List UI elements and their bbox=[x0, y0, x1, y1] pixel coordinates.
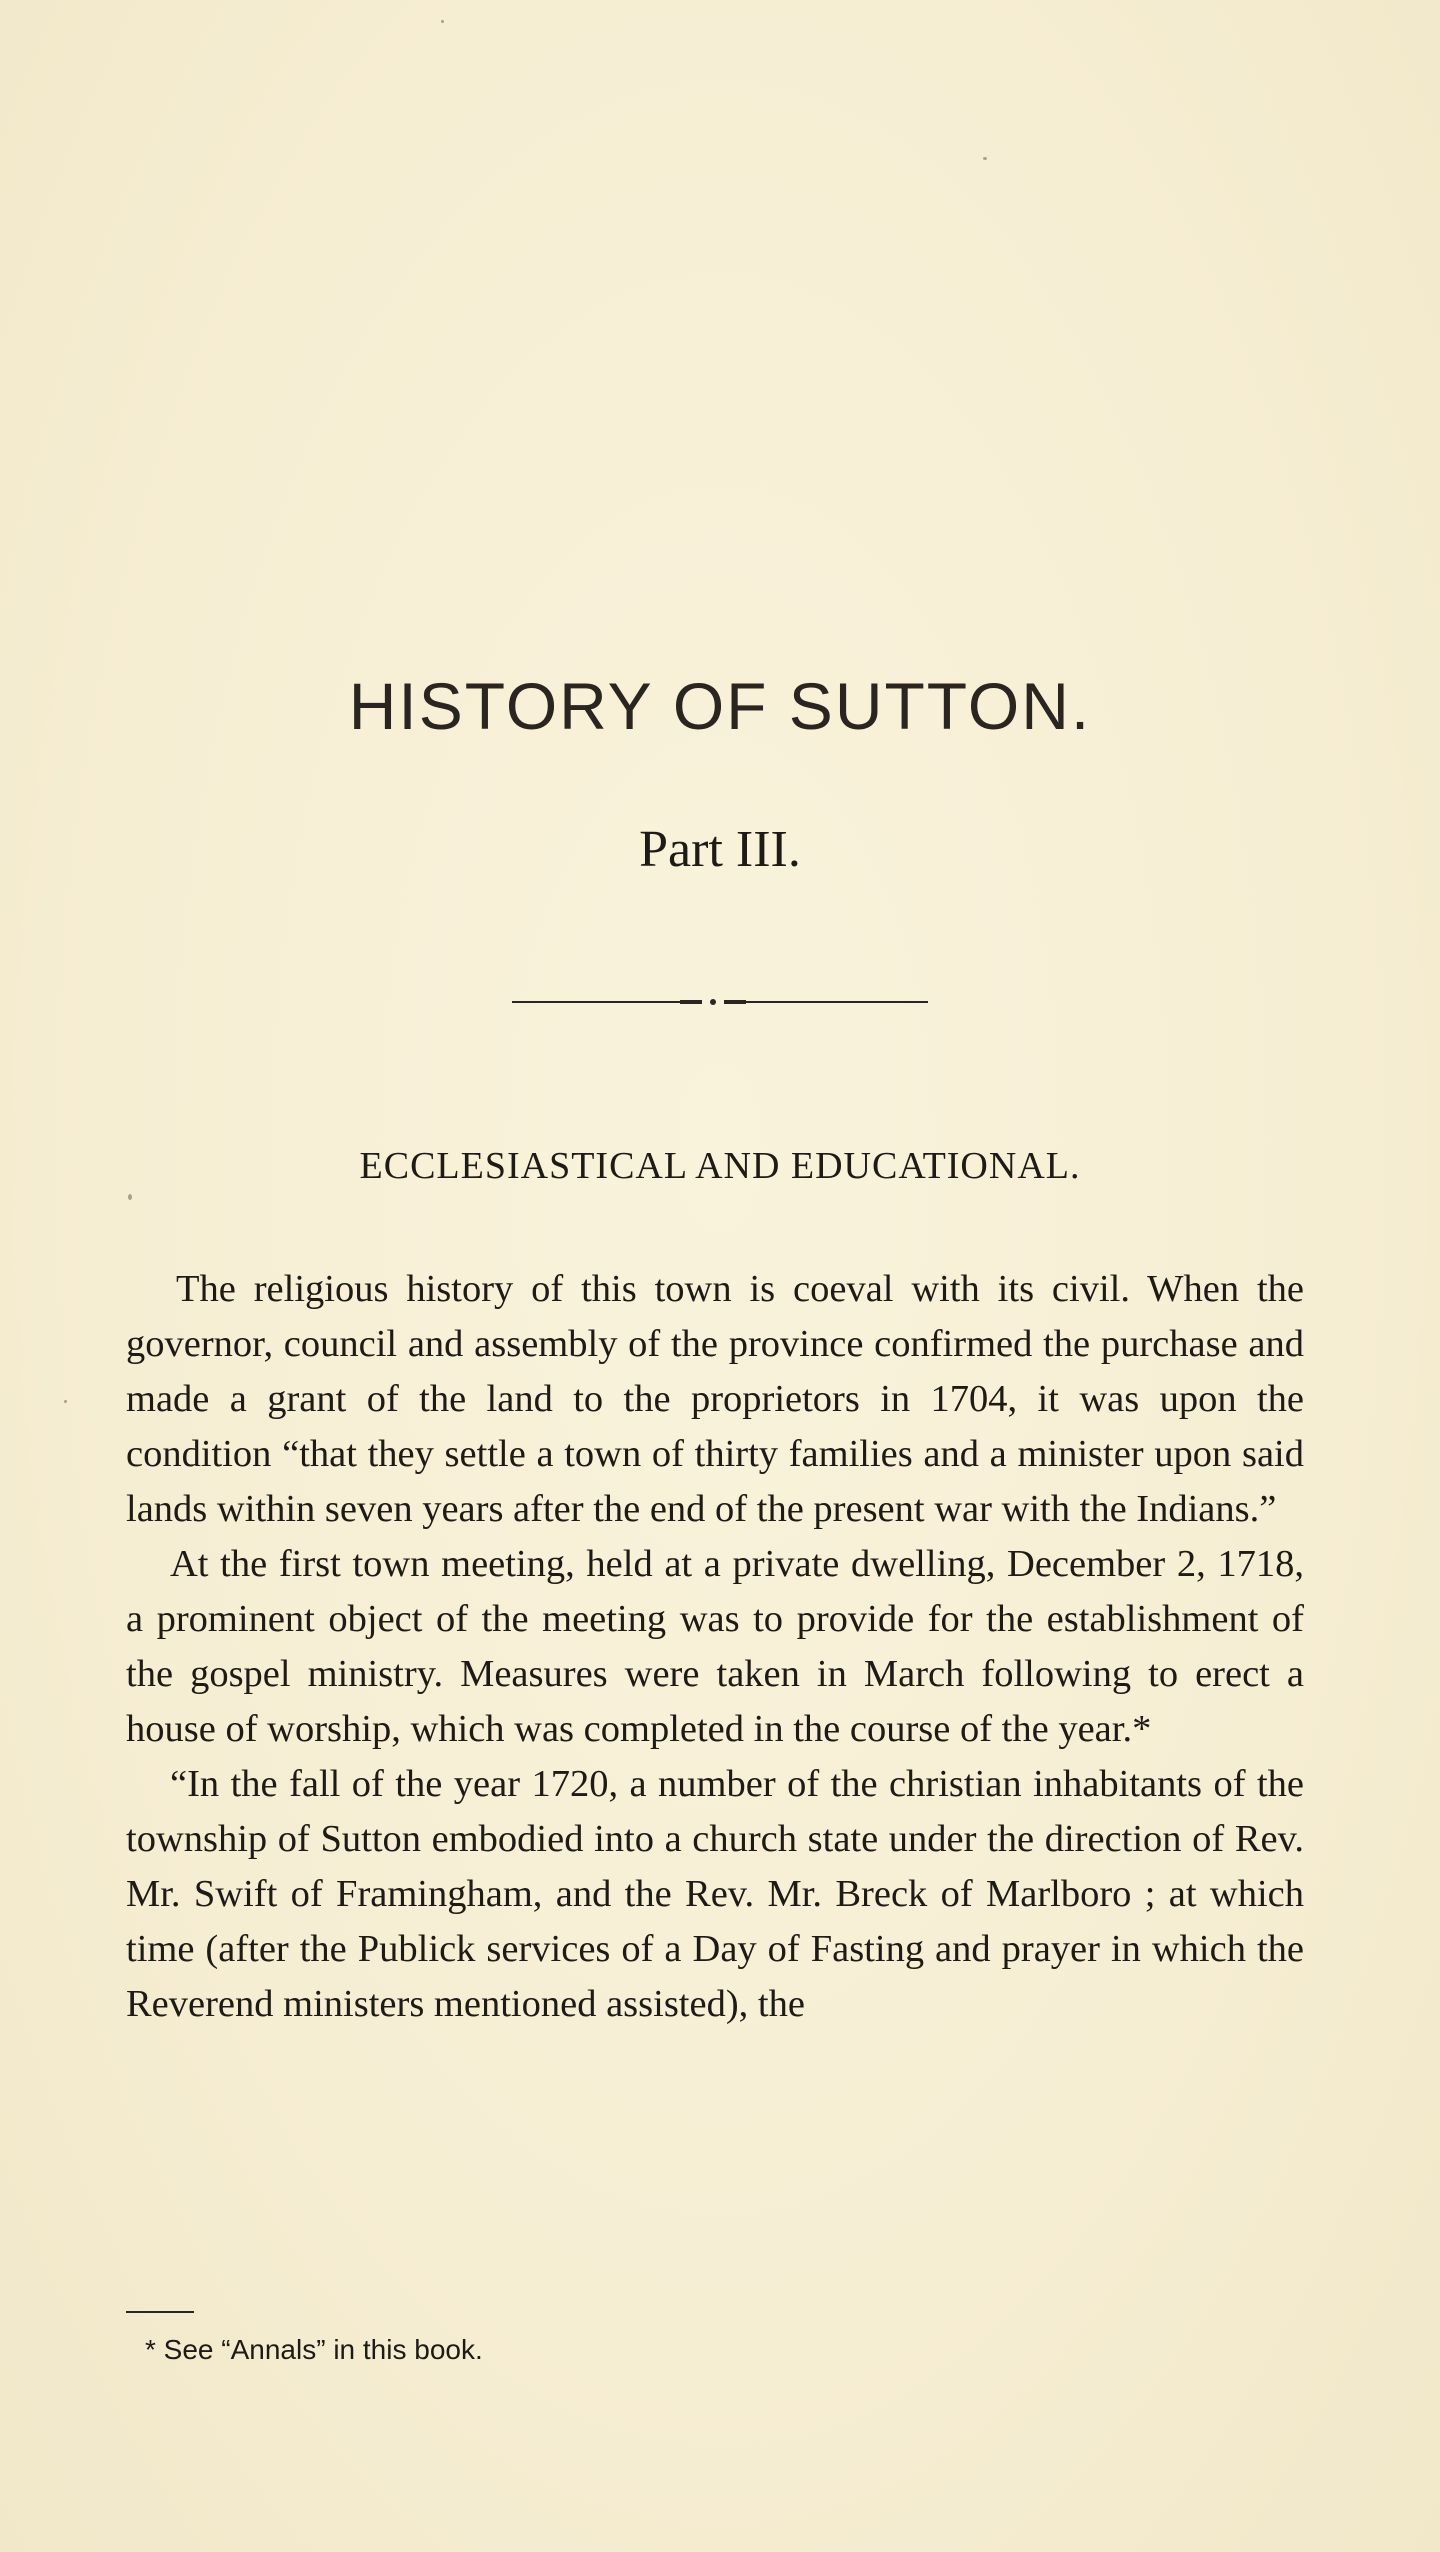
page-title: HISTORY OF SUTTON. bbox=[348, 669, 1092, 743]
body-text bbox=[126, 1262, 1304, 2032]
part-heading: Part III. bbox=[639, 821, 801, 878]
paragraph: At the first town meeting, held at a private dwelling, December 2, 1718, a prominent object of the meeting was to provide for the establishment of the gospel ministry. Measures were taken in March following to erect a house of worship, which was completed in the course of the year.* bbox=[126, 1543, 1304, 1750]
paper-speck bbox=[128, 1194, 132, 1200]
paper-speck bbox=[64, 1400, 67, 1403]
footnote: * See “Annals” in this book. bbox=[145, 2334, 483, 2365]
paragraph: The religious history of this town is coeval with its civil. When the governor, council and assembly of the province confirmed the purchase and made a grant of the land to the proprietors in 1704, it was upon the condition “that they settle a town of thirty families and a minister upon said lands within seven years after the end of the present war with the Indians.” bbox=[126, 1268, 1304, 1530]
ornamental-divider bbox=[512, 998, 928, 1006]
paper-speck bbox=[441, 20, 444, 23]
section-heading: ECCLESIASTICAL AND EDUCATIONAL. bbox=[359, 1145, 1081, 1187]
paragraph: “In the fall of the year 1720, a number of the christian inhabitants of the township of Sutton embodied into a church state under the direction of Rev. Mr. Swift of Framingham, and the Rev. Mr. Breck of Marlboro ; at which time (after the Publick services of a Day of Fasting and prayer in which the Reverend ministers mentioned assisted), the bbox=[126, 1763, 1304, 2025]
footnote-rule bbox=[126, 2311, 194, 2313]
paper-speck bbox=[983, 157, 987, 160]
